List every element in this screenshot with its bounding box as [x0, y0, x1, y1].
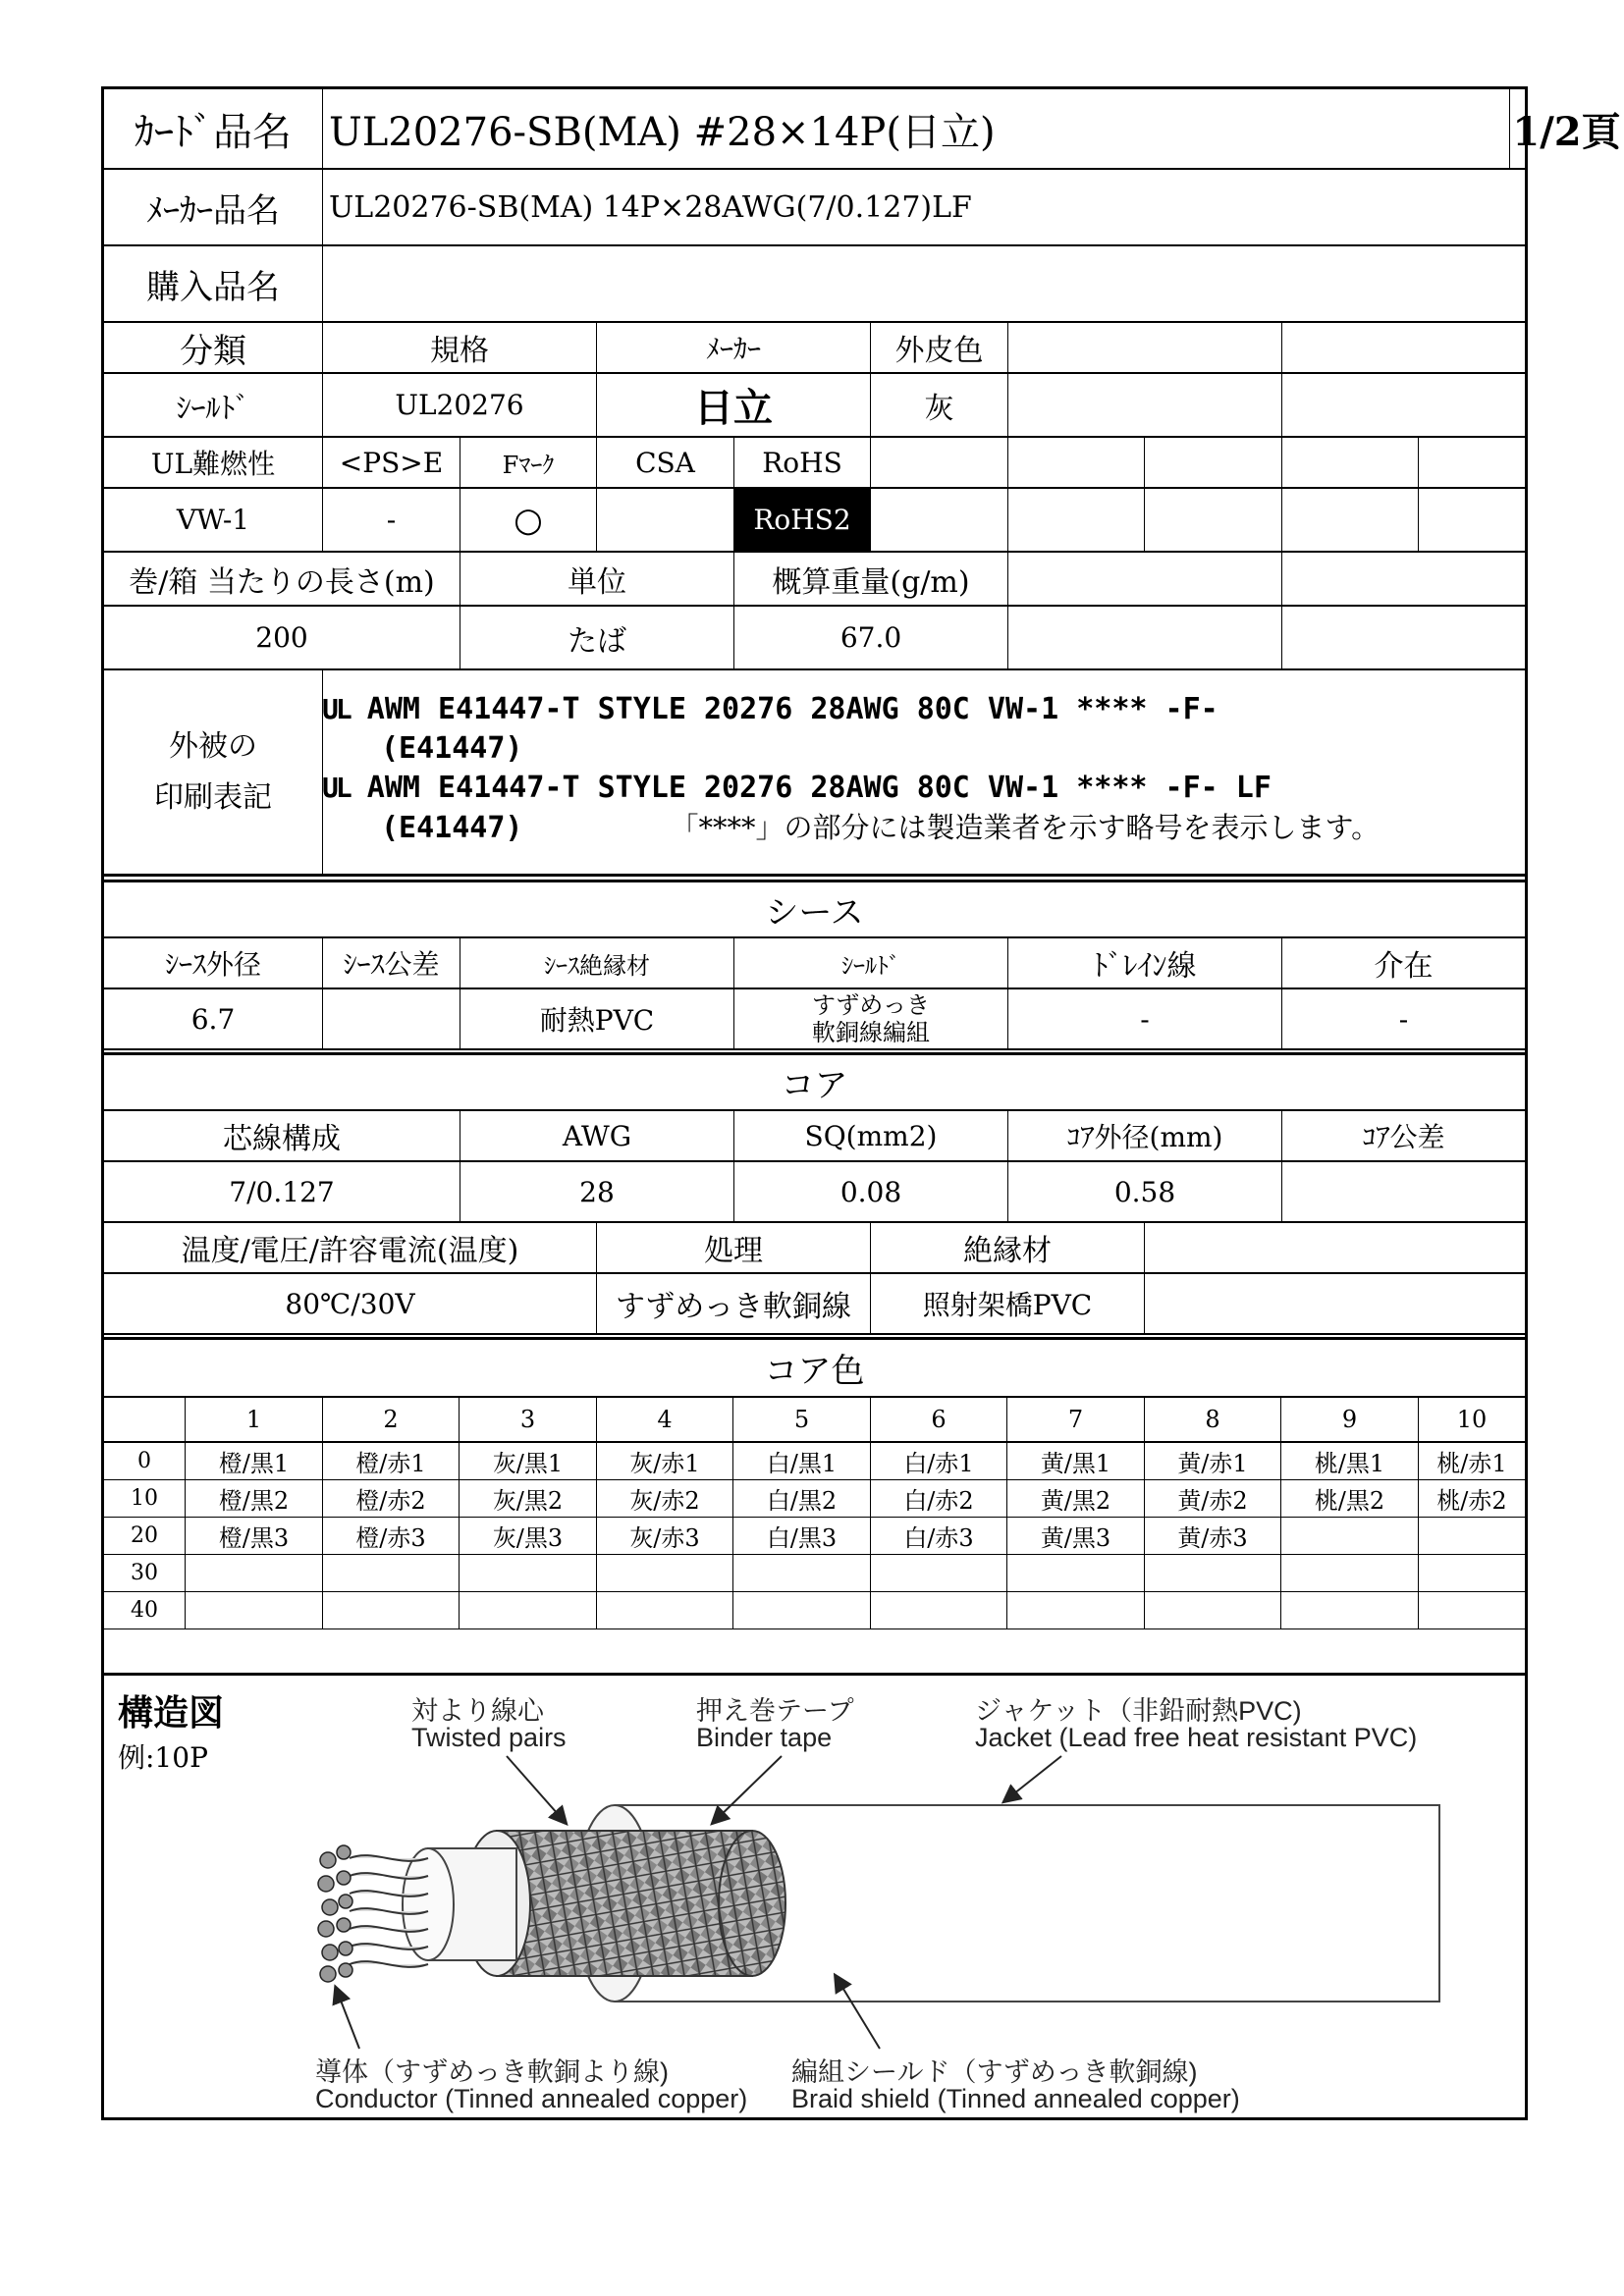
core-value-4	[1282, 1162, 1525, 1221]
classification-value-row	[104, 374, 1525, 438]
core-color-cell	[323, 1555, 460, 1591]
flame-value-3	[597, 489, 734, 551]
core-color-cell: 黄/赤3	[1145, 1518, 1281, 1554]
flame-value-8	[1282, 489, 1419, 551]
core-color-cell	[871, 1592, 1007, 1629]
core-color-cell: 白/赤3	[871, 1518, 1007, 1554]
print-marking-label-line2: 印刷表記	[154, 779, 272, 815]
classification-value-1: UL20276	[323, 374, 597, 436]
classification-header-4	[1008, 323, 1282, 372]
core-color-cell: 白/黒3	[733, 1518, 871, 1554]
length-value-row	[104, 607, 1525, 670]
sheath-header-2: ｼｰｽ絶縁材	[460, 938, 734, 988]
flame-header-row	[104, 438, 1525, 489]
temperature-value-1: すずめっき軟銅線	[597, 1274, 871, 1333]
flame-header-6	[1008, 438, 1145, 487]
core-color-cell	[871, 1555, 1007, 1591]
length-value-2: 67.0	[734, 607, 1008, 668]
flame-value-1: -	[323, 489, 460, 551]
core-colors-title: コア色	[104, 1337, 1525, 1398]
rohs-badge: RoHS2	[734, 489, 871, 551]
classification-header-row	[104, 323, 1525, 374]
core-color-row-label: 40	[104, 1592, 186, 1629]
core-header-1: AWG	[460, 1111, 734, 1160]
core-color-row	[104, 1555, 1525, 1592]
sheath-value-1	[323, 989, 460, 1048]
classification-header-0: 分類	[104, 323, 323, 372]
maker-product-value: UL20276-SB(MA) 14P×28AWG(7/0.127)LF	[329, 189, 972, 225]
core-color-header-row	[104, 1398, 1525, 1443]
page-number: 1/2頁	[1512, 108, 1621, 155]
core-color-cell: 橙/赤2	[323, 1480, 460, 1517]
length-value-3	[1008, 607, 1282, 668]
core-color-row	[104, 1592, 1525, 1629]
conductor-en: Conductor (Tinned annealed copper)	[315, 2084, 748, 2113]
temperature-header-0: 温度/電圧/許容電流(温度)	[104, 1223, 597, 1272]
print-note: 「****」の部分には製造業者を示す略号を表示します。	[670, 811, 1380, 844]
flame-header-1: <PS>E	[323, 438, 460, 487]
sheath-header-row	[104, 938, 1525, 989]
flame-value-7	[1145, 489, 1282, 551]
temperature-header-2: 絶縁材	[871, 1223, 1145, 1272]
jacket-en: Jacket (Lead free heat resistant PVC)	[975, 1723, 1418, 1752]
flame-value-9	[1419, 489, 1525, 551]
core-value-0: 7/0.127	[104, 1162, 460, 1221]
flame-value-5	[871, 489, 1008, 551]
maker-product-label: ﾒｰｶｰ品名	[104, 170, 323, 244]
core-color-col-5: 5	[733, 1398, 871, 1441]
core-color-cell	[1419, 1518, 1525, 1554]
core-color-cell	[1419, 1555, 1525, 1591]
temperature-value-2: 照射架橋PVC	[871, 1274, 1145, 1333]
print-line-3	[322, 769, 1380, 808]
print-line-3-text: AWM E41447-T STYLE 20276 28AWG 80C VW-1 **** -F- LF	[366, 771, 1272, 805]
classification-header-3: 外皮色	[871, 323, 1008, 372]
sheath-header-1: ｼｰｽ公差	[323, 938, 460, 988]
sheath-header-5: 介在	[1374, 949, 1434, 984]
conductor-jp: 導体（すずめっき軟銅より線)	[315, 2057, 669, 2087]
core-color-cell	[1145, 1592, 1281, 1629]
card-name: UL20276-SB(MA) #28×14P(日立)	[323, 89, 1510, 168]
core-color-cell: 橙/黒1	[186, 1443, 323, 1479]
core-color-cell	[597, 1592, 733, 1629]
binder-tape-jp: 押え巻テープ	[696, 1696, 854, 1726]
core-color-row-label: 30	[104, 1555, 186, 1591]
core-color-cell: 白/黒1	[733, 1443, 871, 1479]
core-color-row-label: 20	[104, 1518, 186, 1554]
core-color-row-label: 10	[104, 1480, 186, 1517]
flame-header-9	[1419, 438, 1525, 487]
purchase-product-row	[104, 246, 1525, 323]
classification-header-1: 規格	[323, 323, 597, 372]
core-color-cell: 灰/赤2	[597, 1480, 733, 1517]
classification-value-0: ｼｰﾙﾄﾞ	[104, 374, 323, 436]
core-header-4: ｺｱ公差	[1362, 1121, 1445, 1153]
classification-value-2: 日立	[597, 374, 871, 436]
flame-value-6	[1008, 489, 1145, 551]
sheath-header-4: ﾄﾞﾚｲﾝ線	[1008, 938, 1282, 988]
length-header-4	[1282, 553, 1525, 605]
core-color-cell: 黄/黒2	[1007, 1480, 1145, 1517]
classification-header-5	[1282, 323, 1525, 372]
core-color-cell: 桃/黒2	[1281, 1480, 1419, 1517]
card-label: ｶｰﾄﾞ品名	[104, 89, 323, 168]
core-color-col-2: 2	[323, 1398, 460, 1441]
core-color-cell: 桃/赤2	[1436, 1487, 1507, 1515]
length-header-0: 巻/箱 当たりの長さ(m)	[104, 553, 460, 605]
sheath-value-0: 6.7	[104, 989, 323, 1048]
core-color-cell: 橙/赤1	[323, 1443, 460, 1479]
flame-header-7	[1145, 438, 1282, 487]
length-value-1: たば	[460, 607, 734, 668]
print-marking-text	[322, 690, 1380, 848]
print-line-4-text: (E41447)	[381, 811, 523, 845]
classification-value-5	[1282, 374, 1525, 436]
core-header-0: 芯線構成	[104, 1111, 460, 1160]
core-color-cell	[1281, 1592, 1419, 1629]
flame-header-5	[871, 438, 1008, 487]
core-color-col-7: 7	[1007, 1398, 1145, 1441]
sheath-title: シース	[104, 880, 1525, 938]
binder-tape-en: Binder tape	[696, 1723, 833, 1752]
core-color-col-1: 1	[186, 1398, 323, 1441]
core-title: コア	[104, 1052, 1525, 1111]
core-color-cell	[1281, 1555, 1419, 1591]
temperature-header-row	[104, 1223, 1525, 1274]
core-color-cell	[186, 1555, 323, 1591]
flame-header-4: RoHS	[734, 438, 871, 487]
core-color-cell	[460, 1592, 597, 1629]
twisted-pairs-jp: 対より線心	[411, 1696, 544, 1726]
core-color-cell	[323, 1592, 460, 1629]
temperature-value-row	[104, 1274, 1525, 1335]
length-header-1: 単位	[460, 553, 734, 605]
core-color-cell: 橙/赤3	[323, 1518, 460, 1554]
core-value-row	[104, 1162, 1525, 1223]
core-color-row	[104, 1443, 1525, 1480]
length-header-row	[104, 553, 1525, 607]
core-color-cell: 白/黒2	[733, 1480, 871, 1517]
length-value-0: 200	[104, 607, 460, 668]
core-color-cell: 黄/赤2	[1145, 1480, 1281, 1517]
core-color-col-6: 6	[871, 1398, 1007, 1441]
core-header-3: ｺｱ外径(mm)	[1008, 1111, 1282, 1160]
print-marking-row	[104, 670, 1525, 877]
core-color-row	[104, 1518, 1525, 1555]
sheath-value-row	[104, 989, 1525, 1050]
core-color-cell: 灰/赤3	[597, 1518, 733, 1554]
core-color-cell: 灰/黒3	[460, 1518, 597, 1554]
core-color-col-4: 4	[597, 1398, 733, 1441]
core-color-cell: 橙/黒3	[186, 1518, 323, 1554]
core-value-3: 0.58	[1008, 1162, 1282, 1221]
core-color-row	[104, 1480, 1525, 1518]
core-color-cell: 灰/黒2	[460, 1480, 597, 1517]
length-header-2: 概算重量(g/m)	[734, 553, 1008, 605]
ul-mark-icon: UL	[322, 772, 350, 804]
sheath-header-0: ｼｰｽ外径	[104, 938, 323, 988]
sheath-header-3: ｼｰﾙﾄﾞ	[734, 938, 1008, 988]
structure-title: 構造図	[118, 1693, 225, 1734]
shield-line1: すずめっき	[812, 991, 930, 1019]
core-color-cell: 黄/黒3	[1007, 1518, 1145, 1554]
core-color-cell: 白/赤2	[871, 1480, 1007, 1517]
flame-header-2: Fﾏｰｸ	[460, 438, 597, 487]
core-color-cell	[1007, 1555, 1145, 1591]
sheath-value-4: -	[1008, 989, 1282, 1048]
sheath-value-2: 耐熱PVC	[460, 989, 734, 1048]
core-color-cell	[597, 1555, 733, 1591]
core-color-col-8: 8	[1145, 1398, 1281, 1441]
core-header-row	[104, 1111, 1525, 1162]
core-color-cell: 灰/黒1	[460, 1443, 597, 1479]
core-color-cell	[460, 1555, 597, 1591]
core-color-cell: 桃/赤1	[1436, 1450, 1507, 1477]
core-color-cell: 橙/黒2	[186, 1480, 323, 1517]
length-header-3	[1008, 553, 1282, 605]
header-row	[104, 89, 1621, 170]
classification-header-2: ﾒｰｶｰ	[597, 323, 871, 372]
print-marking-label	[104, 670, 323, 874]
print-line-2: (E41447)	[381, 731, 523, 766]
core-color-col-10: 10	[1456, 1406, 1488, 1433]
print-line-1-text: AWM E41447-T STYLE 20276 28AWG 80C VW-1 **** -F-	[366, 692, 1218, 726]
sheath-value-5: -	[1398, 1002, 1409, 1036]
braid-shield-jp: 編組シールド（すずめっき軟銅線)	[791, 2057, 1198, 2087]
flame-value-0: VW-1	[104, 489, 323, 551]
core-color-cell	[1145, 1555, 1281, 1591]
braid-shield-en: Braid shield (Tinned annealed copper)	[791, 2084, 1240, 2113]
flame-header-3: CSA	[597, 438, 734, 487]
temperature-header-3	[1145, 1223, 1525, 1272]
purchase-product-value	[323, 246, 1525, 321]
twisted-pairs-en: Twisted pairs	[411, 1723, 567, 1752]
temperature-value-3	[1145, 1274, 1525, 1333]
core-color-cell: 白/赤1	[871, 1443, 1007, 1479]
core-color-cell: 桃/黒1	[1281, 1443, 1419, 1479]
structure-example: 例:10P	[118, 1741, 208, 1774]
flame-header-8	[1282, 438, 1419, 487]
core-header-2: SQ(mm2)	[734, 1111, 1008, 1160]
length-value-4	[1282, 607, 1525, 668]
flame-header-0: UL難燃性	[104, 438, 323, 487]
temperature-value-0: 80℃/30V	[104, 1274, 597, 1333]
shield-line2: 軟銅線編組	[812, 1019, 930, 1046]
core-value-1: 28	[460, 1162, 734, 1221]
core-color-cell: 灰/赤1	[597, 1443, 733, 1479]
structure-diagram	[104, 1673, 1525, 2117]
core-color-cell	[1419, 1592, 1525, 1629]
core-value-2: 0.08	[734, 1162, 1008, 1221]
print-line-4	[322, 808, 1380, 848]
jacket-jp: ジャケット（非鉛耐熱PVC)	[975, 1696, 1302, 1726]
flame-value-row	[104, 489, 1525, 553]
core-color-cell: 黄/黒1	[1007, 1443, 1145, 1479]
core-color-cell	[1007, 1592, 1145, 1629]
classification-value-3: 灰	[871, 374, 1008, 436]
core-color-col-9: 9	[1281, 1398, 1419, 1441]
core-color-cell	[1281, 1518, 1419, 1554]
core-color-row-label: 0	[104, 1443, 186, 1479]
core-color-corner	[104, 1398, 186, 1441]
temperature-header-1: 処理	[597, 1223, 871, 1272]
purchase-product-label: 購入品名	[104, 246, 323, 321]
core-color-col-3: 3	[460, 1398, 597, 1441]
core-color-cell	[733, 1592, 871, 1629]
print-line-1	[322, 690, 1380, 729]
core-color-cell	[733, 1555, 871, 1591]
maker-product-row	[104, 170, 1525, 246]
ul-mark-icon: UL	[322, 693, 350, 725]
core-color-cell: 黄/赤1	[1145, 1443, 1281, 1479]
cable-cross-section-drawing	[104, 1676, 1525, 2123]
sheath-value-3	[734, 989, 1008, 1048]
classification-value-4	[1008, 374, 1282, 436]
core-color-cell	[186, 1592, 323, 1629]
spec-sheet	[101, 86, 1621, 2120]
flame-value-2: ○	[460, 489, 597, 551]
print-marking-label-line1: 外被の	[169, 728, 257, 764]
